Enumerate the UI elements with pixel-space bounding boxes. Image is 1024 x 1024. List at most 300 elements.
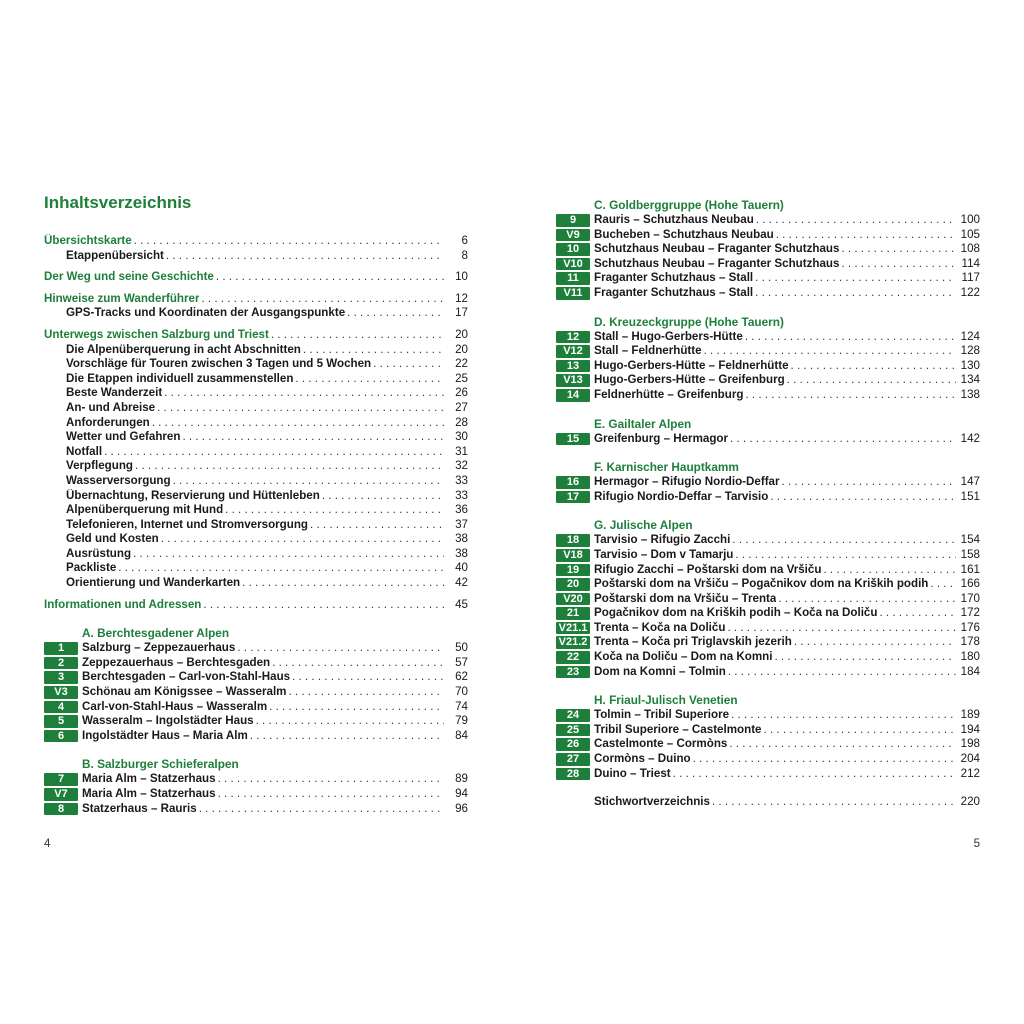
stage-badge: V10 [556,258,590,271]
toc-entry-page: 42 [455,576,468,590]
toc-entry-label: Poštarski dom na Vršiču – Pogačnikov dom na Kriških podih [594,577,929,591]
toc-entry-page: 161 [960,562,980,576]
toc-entry-label: Schutzhaus Neubau – Fraganter Schutzhaus [594,242,840,256]
dot-leader [161,532,444,547]
toc-entry[interactable] [556,373,980,388]
toc-entry[interactable] [556,228,980,243]
group-heading: B. Salzburger Schieferalpen [82,757,239,772]
toc-entry[interactable] [556,752,980,767]
toc-entry[interactable] [44,372,468,387]
dot-leader [295,372,444,387]
toc-entry[interactable] [44,729,468,744]
toc-entry-label: Fraganter Schutzhaus – Stall [594,271,754,285]
toc-entry-page: 158 [960,547,980,561]
toc-entry-label: Wasserversorgung [66,473,171,487]
dot-leader [203,598,444,613]
dot-leader [173,474,444,489]
toc-entry[interactable] [556,432,980,447]
toc-entry-page: 176 [960,620,980,634]
stage-badge: 20 [556,578,590,591]
stage-badge: 2 [44,657,78,670]
toc-entry-page: 198 [960,737,980,751]
stage-badge: 24 [556,709,590,722]
toc-entry[interactable] [44,532,468,547]
toc-entry[interactable] [44,459,468,474]
dot-leader [704,344,956,359]
dot-leader [745,330,956,345]
toc-entry[interactable] [44,518,468,533]
toc-entry-page: 8 [461,248,468,262]
toc-entry[interactable] [44,772,468,787]
toc-entry[interactable] [556,257,980,272]
toc-entry-label: Stichwortverzeichnis [594,795,710,809]
toc-entry[interactable] [556,665,980,680]
toc-entry-label: Orientierung und Wanderkarten [66,576,241,590]
toc-entry-page: 124 [960,329,980,343]
toc-entry-page: 20 [455,327,468,341]
toc-entry-page: 70 [455,685,468,699]
toc-entry[interactable] [556,767,980,782]
stage-badge: V9 [556,229,590,242]
toc-entry[interactable] [44,700,468,715]
toc-entry[interactable] [44,445,468,460]
toc-entry-label: Unterwegs zwischen Salzburg und Triest [44,327,269,341]
dot-leader [730,432,956,447]
stage-badge: 9 [556,214,590,227]
toc-entry-page: 151 [960,489,980,503]
dot-leader [727,621,956,636]
dot-leader [823,563,956,578]
dot-leader [930,577,956,592]
toc-entry-label: Der Weg und seine Geschichte [44,270,214,284]
dot-leader [199,802,444,817]
toc-entry[interactable] [44,386,468,401]
toc-entry-label: Stall – Hugo-Gerbers-Hütte [594,329,743,343]
dot-leader [269,700,444,715]
toc-entry-page: 38 [455,532,468,546]
toc-entry-page: 36 [455,503,468,517]
dot-leader [794,635,956,650]
dot-leader [756,213,956,228]
toc-entry-label: Rifugio Nordio-Deffar – Tarvisio [594,489,769,503]
dot-leader [322,489,444,504]
stage-badge: 15 [556,433,590,446]
toc-entry-label: Feldnerhütte – Greifenburg [594,387,744,401]
dot-leader [164,386,444,401]
toc-entry-page: 100 [960,213,980,226]
toc-entry[interactable] [556,708,980,723]
dot-leader [303,343,444,358]
dot-leader [755,271,956,286]
toc-entry-page: 166 [960,577,980,591]
toc-entry-page: 22 [455,357,468,371]
toc-entry[interactable] [44,489,468,504]
toc-entry-page: 178 [960,635,980,649]
toc-entry[interactable] [556,475,980,490]
toc-entry-page: 220 [960,795,980,809]
toc-entry-label: Informationen und Adressen [44,597,202,611]
toc-entry-label: Geld und Kosten [66,532,159,546]
toc-entry-page: 96 [455,801,468,815]
stage-badge: 28 [556,768,590,781]
toc-entry[interactable] [44,561,468,576]
dot-leader [218,787,444,802]
toc-entry-label: Schönau am Königssee – Wasseralm [82,685,287,699]
toc-entry[interactable] [556,606,980,621]
toc-entry[interactable] [44,656,468,671]
spacer [556,446,980,460]
dot-leader [182,430,444,445]
toc-entry-label: Schutzhaus Neubau – Fraganter Schutzhaus [594,256,840,270]
stage-badge: V20 [556,593,590,606]
toc-entry-label: Hermagor – Rifugio Nordio-Deffar [594,475,780,489]
toc-entry-label: Tribil Superiore – Castelmonte [594,722,762,736]
dot-leader [134,234,444,249]
stage-badge: 26 [556,738,590,751]
dot-leader [735,548,956,563]
toc-entry[interactable] [556,548,980,563]
stage-badge: 18 [556,534,590,547]
toc-entry[interactable] [556,213,980,228]
toc-entry[interactable] [556,344,980,359]
toc-entry-label: Poštarski dom na Vršiču – Trenta [594,591,777,605]
dot-leader [118,561,444,576]
toc-entry-label: Notfall [66,444,103,458]
toc-entry-page: 37 [455,517,468,531]
dot-leader [347,306,444,321]
dot-leader [271,328,444,343]
toc-entry[interactable] [556,795,980,810]
stage-badge: 7 [44,773,78,786]
toc-entry[interactable] [44,547,468,562]
toc-entry-page: 128 [960,344,980,358]
toc-entry-label: Tarvisio – Rifugio Zacchi [594,533,731,547]
dot-leader [135,459,444,474]
toc-entry-page: 26 [455,386,468,400]
toc-entry-page: 20 [455,342,468,356]
dot-leader [673,767,956,782]
toc-entry-label: GPS-Tracks und Koordinaten der Ausgangspunkte [66,306,346,320]
toc-entry-label: Carl-von-Stahl-Haus – Wasseralm [82,699,268,713]
toc-entry-label: An- und Abreise [66,400,156,414]
toc-entry-label: Tarvisio – Dom v Tamarju [594,547,734,561]
dot-leader [770,490,956,505]
stage-badge: V13 [556,374,590,387]
toc-entry-label: Rauris – Schutzhaus Neubau [594,213,754,226]
toc-entry[interactable] [44,357,468,372]
toc-entry-page: 6 [461,234,468,247]
dot-leader [133,547,444,562]
dot-leader [225,503,444,518]
toc-entry[interactable] [556,723,980,738]
toc-entry-page: 189 [960,708,980,722]
toc-entry-page: 105 [960,227,980,241]
stage-badge: 11 [556,272,590,285]
toc-entry[interactable] [556,650,980,665]
group-heading: H. Friaul-Julisch Venetien [594,693,738,708]
dot-leader [237,641,444,656]
toc-entry-page: 50 [455,641,468,655]
toc-entry-label: Bucheben – Schutzhaus Neubau [594,227,774,241]
toc-entry[interactable] [44,670,468,685]
toc-entry-page: 62 [455,670,468,684]
stage-badge: 23 [556,666,590,679]
group-heading: C. Goldberggruppe (Hohe Tauern) [594,198,784,212]
stage-badge: 10 [556,243,590,256]
stage-badge: V18 [556,549,590,562]
toc-entry[interactable] [44,343,468,358]
dot-leader [787,373,956,388]
spacer [556,301,980,315]
toc-entry[interactable] [44,474,468,489]
toc-entry-label: Packliste [66,561,117,575]
dot-leader [776,228,956,243]
toc-entry-page: 142 [960,431,980,445]
toc-entry[interactable] [556,592,980,607]
stage-badge: 16 [556,476,590,489]
toc-entry-page: 184 [960,664,980,678]
stage-badge: 25 [556,724,590,737]
toc-entry-label: Maria Alm – Statzerhaus [82,787,216,800]
toc-entry-page: 134 [960,373,980,387]
toc-entry-page: 74 [455,699,468,713]
dot-leader [731,708,956,723]
toc-entry[interactable] [44,714,468,729]
toc-entry-label: Stall – Feldnerhütte [594,344,702,358]
toc-entry-label: Fraganter Schutzhaus – Stall [594,285,754,299]
toc-entry[interactable] [556,286,980,301]
toc-entry-label: Duino – Triest [594,766,671,780]
toc-entry[interactable] [44,802,468,817]
toc-entry-label: Castelmonte – Cormòns [594,737,728,751]
stage-badge: V21.2 [556,636,590,649]
toc-entry-page: 122 [960,285,980,299]
dot-leader [104,445,444,460]
page-number-right: 5 [973,838,980,850]
stage-badge: 1 [44,642,78,655]
toc-entry[interactable] [44,270,468,285]
toc-entry-page: 180 [960,650,980,664]
toc-entry[interactable] [556,388,980,403]
spacer [44,612,468,626]
dot-leader [755,286,956,301]
toc-entry-label: Übersichtskarte [44,234,132,247]
toc-entry[interactable] [556,490,980,505]
toc-entry[interactable] [44,234,468,249]
toc-entry-page: 40 [455,561,468,575]
stage-badge: V21.1 [556,622,590,635]
toc-entry-page: 204 [960,752,980,766]
toc-entry-label: Pogačnikov dom na Kriških podih – Koča na Doliču [594,606,878,620]
toc-entry-page: 108 [960,242,980,256]
toc-entry[interactable] [44,292,468,307]
toc-entry-page: 170 [960,591,980,605]
toc-entry[interactable] [556,330,980,345]
stage-badge: V7 [44,788,78,801]
dot-leader [791,359,956,374]
toc-entry-page: 154 [960,533,980,547]
toc-entry-label: Wetter und Gefahren [66,430,181,444]
toc-entry-label: Ausrüstung [66,546,132,560]
toc-entry[interactable] [44,576,468,591]
toc-entry[interactable] [44,787,468,802]
toc-entry-label: Maria Alm – Statzerhaus [82,772,216,786]
toc-entry[interactable] [44,401,468,416]
toc-entry-page: 32 [455,459,468,473]
toc-entry-page: 194 [960,722,980,736]
spacer [44,321,468,328]
dot-leader [218,772,444,787]
toc-entry[interactable] [556,271,980,286]
toc-entry-label: Hugo-Gerbers-Hütte – Greifenburg [594,373,785,387]
toc-entry-label: Trenta – Koča na Doliču [594,620,726,634]
stage-badge: 6 [44,730,78,743]
stage-badge: 21 [556,607,590,620]
toc-entry[interactable] [44,328,468,343]
spacer [556,781,980,795]
toc-entry-page: 94 [455,787,468,800]
stage-badge: 19 [556,564,590,577]
toc-entry-page: 114 [961,256,980,270]
toc-entry-label: Trenta – Koča pri Triglavskih jezerih [594,635,792,649]
group-heading: D. Kreuzeckgruppe (Hohe Tauern) [594,314,784,329]
toc-entry[interactable] [44,503,468,518]
toc-entry-page: 138 [960,387,980,401]
toc-entry-page: 33 [455,473,468,487]
toc-entry[interactable] [556,577,980,592]
stage-badge: 22 [556,651,590,664]
toc-entry[interactable] [556,563,980,578]
toc-entry-label: Etappenübersicht [66,248,164,262]
toc-entry-page: 12 [455,291,468,305]
toc-entry-page: 172 [960,606,980,620]
spacer [44,285,468,292]
toc-entry-label: Die Etappen individuell zusammenstellen [66,371,294,385]
toc-entry-page: 38 [455,546,468,560]
dot-leader [774,650,956,665]
dot-leader [166,249,444,264]
toc-entry-page: 33 [455,488,468,502]
stage-badge: 17 [556,491,590,504]
toc-entry-label: Zeppezauerhaus – Berchtesgaden [82,655,271,669]
dot-leader [879,606,956,621]
dot-leader [782,475,956,490]
right-toc-list [556,198,980,810]
toc-entry[interactable] [556,737,980,752]
toc-entry-page: 27 [455,400,468,414]
toc-entry[interactable] [44,249,468,264]
spacer [44,591,468,598]
toc-entry-label: Vorschläge für Touren zwischen 3 Tagen und 5 Wochen [66,357,372,371]
toc-entry-label: Berchtesgaden – Carl-von-Stahl-Haus [82,670,291,684]
group-heading: G. Julische Alpen [594,518,693,533]
dot-leader [310,518,444,533]
toc-entry[interactable] [556,635,980,650]
toc-entry-label: Greifenburg – Hermagor [594,431,729,445]
spacer [556,679,980,693]
toc-entry-label: Statzerhaus – Rauris [82,801,197,815]
toc-entry-label: Cormòns – Duino [594,752,691,766]
dot-leader [250,729,444,744]
toc-entry[interactable] [556,242,980,257]
spacer [556,504,980,518]
toc-entry-page: 17 [455,306,468,320]
dot-leader [745,388,956,403]
group-heading: A. Berchtesgadener Alpen [82,626,230,641]
toc-entry[interactable] [44,306,468,321]
toc-entry-page: 89 [455,772,468,786]
stage-badge: V11 [556,287,590,300]
toc-entry-label: Rifugio Zacchi – Poštarski dom na Vršiču [594,562,822,576]
toc-entry[interactable] [556,621,980,636]
stage-badge: 14 [556,389,590,402]
toc-entry-page: 117 [961,271,980,285]
toc-entry-label: Dom na Komni – Tolmin [594,664,726,678]
toc-entry-label: Die Alpenüberquerung in acht Abschnitten [66,342,301,356]
dot-leader [216,270,444,285]
toc-entry-label: Verpflegung [66,459,133,473]
toc-entry-label: Übernachtung, Reservierung und Hüttenleben [66,488,320,502]
left-toc-list [44,234,468,816]
toc-entry-label: Ingolstädter Haus – Maria Alm [82,728,248,742]
dot-leader [732,533,956,548]
group-heading: E. Gailtaler Alpen [594,416,692,431]
stage-badge: 4 [44,701,78,714]
toc-entry[interactable] [44,685,468,700]
toc-title: Inhaltsverzeichnis [44,193,192,212]
toc-entry-label: Wasseralm – Ingolstädter Haus [82,714,254,728]
dot-leader [778,592,956,607]
stage-badge: 3 [44,671,78,684]
dot-leader [728,665,956,680]
dot-leader [712,795,956,810]
toc-entry-label: Beste Wanderzeit [66,386,163,400]
stage-badge: V12 [556,345,590,358]
stage-badge: 5 [44,715,78,728]
dot-leader [242,576,444,591]
dot-leader [729,737,956,752]
toc-entry-page: 79 [455,714,468,728]
page-number-left: 4 [44,838,51,850]
toc-entry-label: Salzburg – Zeppezauerhaus [82,641,236,655]
toc-entry-page: 45 [455,597,468,611]
toc-entry-page: 130 [960,358,980,372]
toc-entry[interactable] [44,416,468,431]
toc-entry[interactable] [556,533,980,548]
dot-leader [288,685,444,700]
toc-entry-page: 31 [455,444,468,458]
toc-entry[interactable] [44,598,468,613]
toc-entry-page: 84 [455,728,468,742]
toc-entry-label: Hinweise zum Wanderführer [44,291,200,305]
stage-badge: 12 [556,331,590,344]
dot-leader [152,416,444,431]
toc-entry-page: 212 [960,766,980,780]
dot-leader [201,292,444,307]
stage-badge: 27 [556,753,590,766]
dot-leader [373,357,444,372]
stage-badge: V3 [44,686,78,699]
toc-entry-label: Alpenüberquerung mit Hund [66,503,224,517]
toc-entry[interactable] [556,359,980,374]
dot-leader [157,401,444,416]
spacer [556,403,980,417]
toc-entry[interactable] [44,430,468,445]
toc-entry[interactable] [44,641,468,656]
toc-entry-page: 28 [455,415,468,429]
spacer [44,743,468,757]
toc-entry-page: 25 [455,371,468,385]
